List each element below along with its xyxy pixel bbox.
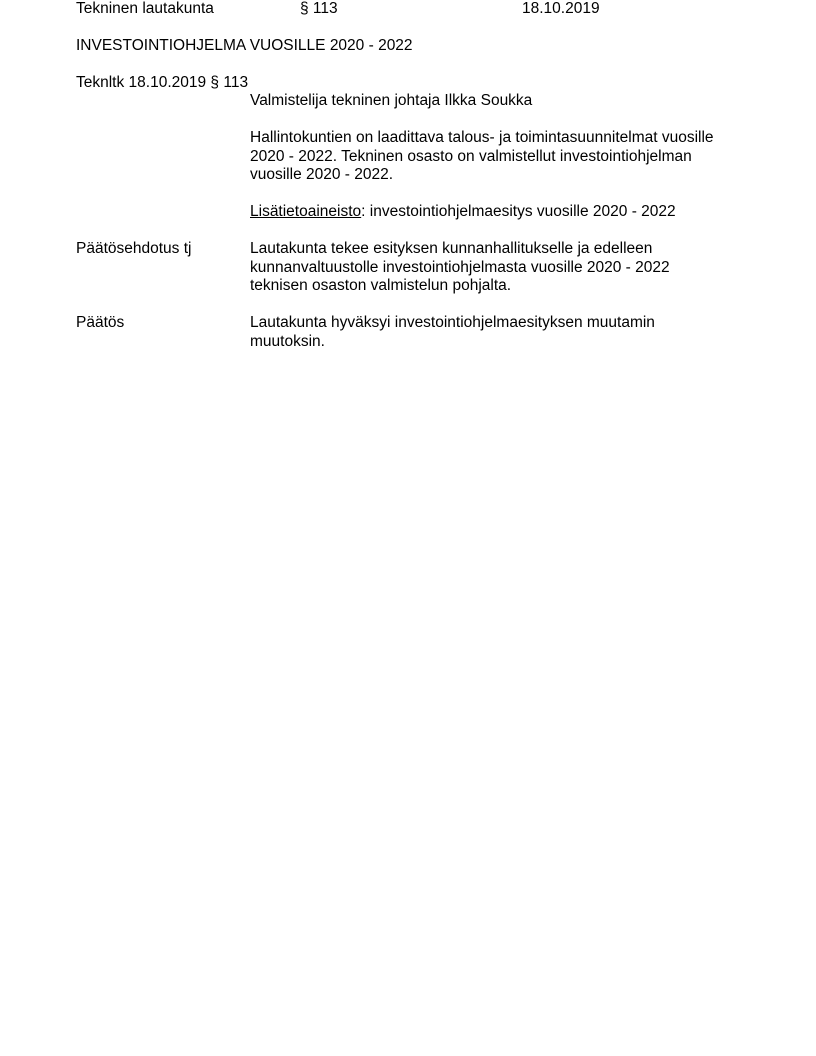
preparation-line: 2020 - 2022. Tekninen osasto on valmistellut investointiohjelman	[250, 147, 692, 165]
header-date: 18.10.2019	[522, 0, 600, 17]
preparer-line: Valmistelija tekninen johtaja Ilkka Soukka	[250, 92, 533, 109]
attachment-text: : investointiohjelmaesitys vuosille 2020 - 2022	[361, 203, 676, 220]
attachment-label: Lisätietoaineisto	[250, 203, 362, 220]
preparation-line: Hallintokuntien on laadittava talous- ja toimintasuunnitelmat vuosille	[250, 129, 714, 146]
header-section-number: § 113	[300, 0, 338, 17]
preparation-line: vuosille 2020 - 2022.	[250, 166, 394, 183]
header-body-name: Tekninen lautakunta	[76, 0, 214, 17]
proposal-label: Päätösehdotus tj	[76, 240, 192, 257]
preparation-paragraph	[250, 129, 714, 185]
decision-paragraph	[250, 314, 655, 351]
proposal-line: teknisen osaston valmistelun pohjalta.	[250, 277, 512, 294]
decision-label: Päätös	[76, 314, 125, 331]
proposal-line: kunnanvaltuustolle investointiohjelmasta vuosille 2020 - 2022	[250, 258, 670, 276]
proposal-line: Lautakunta tekee esityksen kunnanhallitukselle ja edelleen	[250, 240, 653, 257]
decision-line: Lautakunta hyväksyi investointiohjelmaesityksen muutamin	[250, 314, 655, 331]
decision-line: muutoksin.	[250, 332, 325, 350]
meeting-reference: Teknltk 18.10.2019 § 113	[76, 74, 249, 91]
document-title: INVESTOINTIOHJELMA VUOSILLE 2020 - 2022	[76, 37, 413, 54]
attachment-line	[250, 203, 676, 222]
proposal-paragraph	[250, 240, 670, 296]
